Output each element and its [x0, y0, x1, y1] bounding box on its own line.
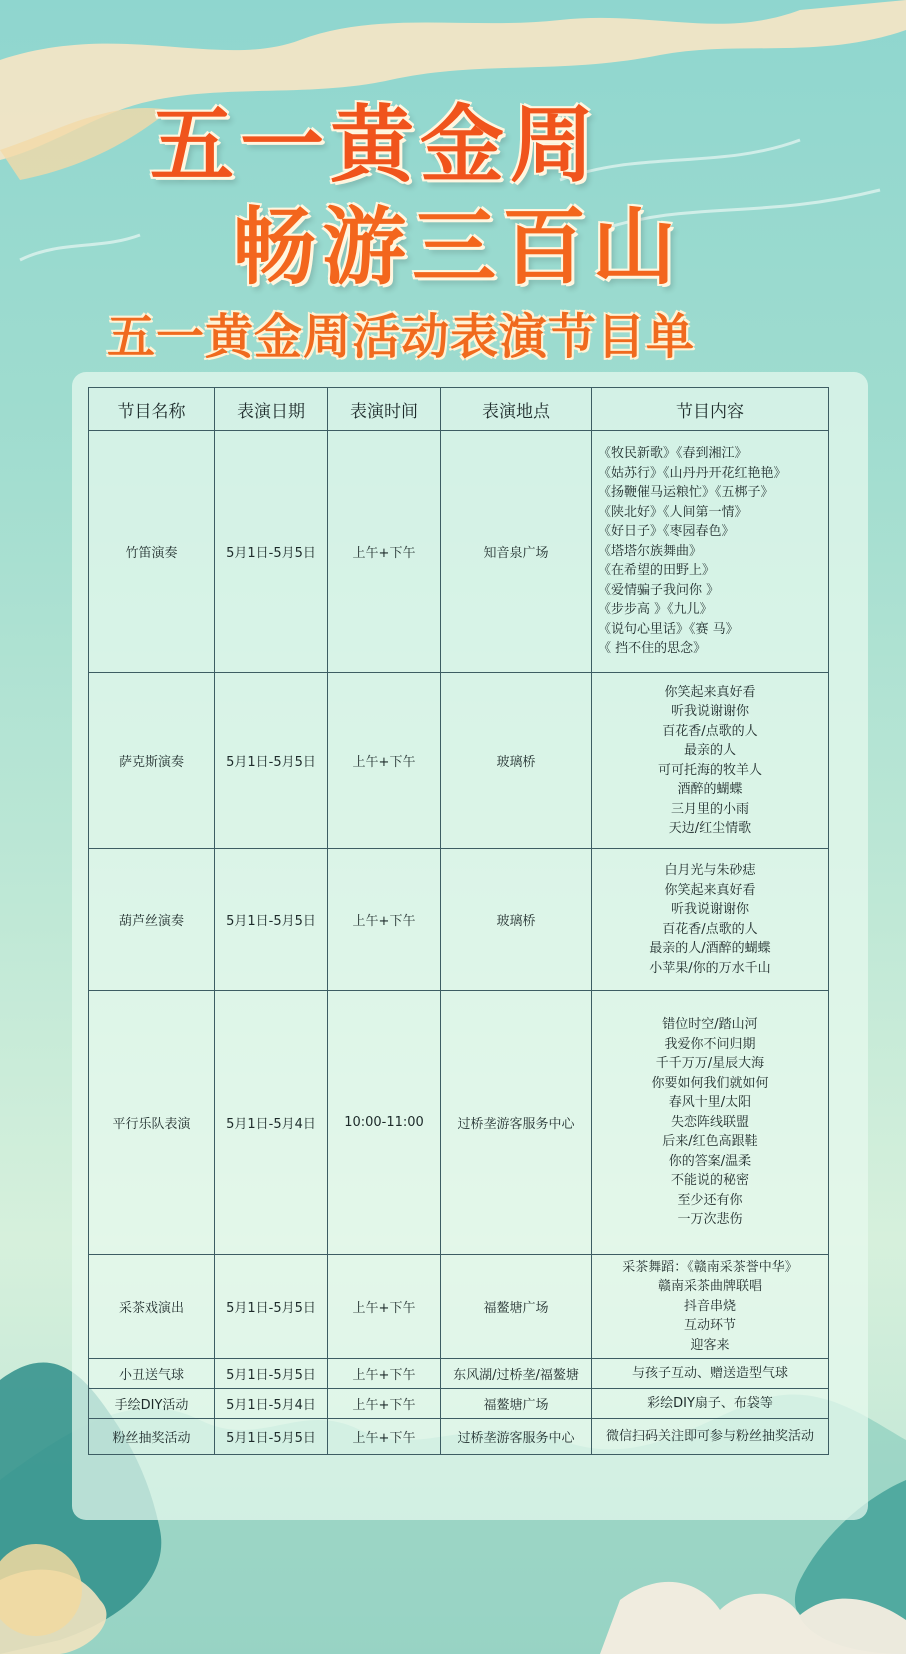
table-row	[89, 1419, 829, 1455]
program-item: 一万次悲伤	[677, 1212, 743, 1228]
program-item: 互动环节	[683, 1318, 736, 1334]
cell-name: 粉丝抽奖活动	[89, 1419, 215, 1455]
poster-title-line2: 畅游三百山	[232, 197, 683, 296]
cell-content	[592, 1389, 829, 1419]
header-date: 表演日期	[215, 388, 328, 431]
program-item: 百花香/点歌的人	[662, 723, 758, 739]
program-item: 采茶舞蹈：《赣南采茶誉中华》	[622, 1259, 798, 1275]
header-location: 表演地点	[441, 388, 592, 431]
cell-location: 福鳌塘广场	[441, 1389, 592, 1419]
cell-name: 葫芦丝演奏	[89, 849, 215, 991]
cell-content	[592, 431, 829, 673]
program-item: 至少还有你	[677, 1192, 743, 1208]
table-header-row	[89, 388, 829, 431]
cell-date: 5月1日-5月4日	[215, 1389, 328, 1419]
cell-name: 萨克斯演奏	[89, 673, 215, 849]
program-item: 天边/红尘情歌	[668, 821, 752, 836]
program-item: 听我说谢谢你	[670, 704, 749, 719]
program-item: 千千万万/星辰大海	[655, 1056, 765, 1072]
cell-location: 过桥垄游客服务中心	[441, 1419, 592, 1455]
cell-time: 10:00-11:00	[328, 991, 441, 1255]
cell-location: 过桥垄游客服务中心	[441, 991, 592, 1255]
program-list	[594, 1427, 826, 1447]
cell-name: 平行乐队表演	[89, 991, 215, 1255]
cell-name: 小丑送气球	[89, 1359, 215, 1389]
cell-content	[592, 991, 829, 1255]
cell-date: 5月1日-5月5日	[215, 1255, 328, 1359]
program-item: 《爱情骗子我问你 》	[598, 582, 720, 598]
poster-subtitle: 五一黄金周活动表演节目单	[107, 309, 696, 365]
cell-date: 5月1日-5月5日	[215, 849, 328, 991]
cell-time: 上午+下午	[328, 1419, 441, 1455]
program-item: 最亲的人	[683, 743, 736, 758]
program-item: 《在希望的田野上》	[598, 563, 716, 579]
cell-time: 上午+下午	[328, 673, 441, 849]
cell-date: 5月1日-5月5日	[215, 1419, 328, 1455]
program-item: 小苹果/你的万水千山	[649, 960, 771, 976]
program-item: 三月里的小雨	[670, 801, 749, 817]
cell-content	[592, 1359, 829, 1389]
program-item: 彩绘DIY扇子、布袋等	[647, 1395, 773, 1411]
program-item: 你的答案/温柔	[668, 1153, 752, 1169]
cell-time: 上午+下午	[328, 1359, 441, 1389]
program-list	[594, 1258, 826, 1356]
program-item: 可可托海的牧羊人	[657, 762, 762, 778]
program-item: 后来/红色高跟鞋	[662, 1134, 758, 1150]
cell-content	[592, 1255, 829, 1359]
program-item: 百花香/点歌的人	[662, 921, 758, 937]
program-item: 《步步高 》《九儿》	[598, 602, 713, 618]
program-item: 与孩子互动、赠送造型气球	[631, 1365, 788, 1381]
program-item: 赣南采茶曲牌联唱	[657, 1279, 762, 1295]
program-list	[594, 861, 826, 978]
program-list	[594, 1394, 826, 1414]
program-item: 听我说谢谢你	[670, 902, 749, 917]
program-item: 《塔塔尔族舞曲》	[598, 543, 703, 559]
table-row	[89, 1389, 829, 1419]
header-program-name: 节目名称	[89, 388, 215, 431]
program-item: 失恋阵线联盟	[670, 1114, 749, 1130]
program-list	[594, 683, 826, 839]
program-item: 《 挡不住的思念》	[598, 641, 707, 657]
program-item: 《说句心里话》《赛 马》	[598, 621, 739, 637]
header-time: 表演时间	[328, 388, 441, 431]
cell-location: 玻璃桥	[441, 673, 592, 849]
program-item: 迎客来	[690, 1337, 730, 1353]
cell-location: 知音泉广场	[441, 431, 592, 673]
cell-content	[592, 673, 829, 849]
cell-date: 5月1日-5月4日	[215, 991, 328, 1255]
cell-date: 5月1日-5月5日	[215, 673, 328, 849]
program-item: 《扬鞭催马运粮忙》《五梆子》	[598, 485, 774, 501]
table-row	[89, 1359, 829, 1389]
cell-name: 采茶戏演出	[89, 1255, 215, 1359]
poster-title-line1: 五一黄金周	[150, 95, 601, 194]
program-item: 错位时空/踏山河	[662, 1017, 758, 1033]
table-row	[89, 1255, 829, 1359]
program-item: 酒醉的蝴蝶	[677, 782, 743, 797]
program-item: 春风十里/太阳	[668, 1095, 752, 1111]
cell-content	[592, 1419, 829, 1455]
program-item: 抖音串烧	[683, 1298, 736, 1314]
program-item: 你笑起来真好看	[664, 882, 756, 898]
program-item: 最亲的人/酒醉的蝴蝶	[649, 941, 771, 956]
program-item: 《陕北好》《人间第一情》	[598, 504, 748, 520]
cell-location: 东风湖/过桥垄/福鳌塘	[441, 1359, 592, 1389]
poster-header	[0, 0, 906, 370]
cell-location: 玻璃桥	[441, 849, 592, 991]
table-row	[89, 431, 829, 673]
program-item: 你笑起来真好看	[664, 684, 756, 700]
program-item: 不能说的秘密	[670, 1173, 749, 1189]
cell-name: 竹笛演奏	[89, 431, 215, 673]
program-list	[594, 1015, 826, 1230]
cell-time: 上午+下午	[328, 849, 441, 991]
cell-name: 手绘DIY活动	[89, 1389, 215, 1419]
table-row	[89, 673, 829, 849]
program-list	[594, 1364, 826, 1384]
program-item: 微信扫码关注即可参与粉丝抽奖活动	[605, 1428, 814, 1444]
cell-content	[592, 849, 829, 991]
cell-time: 上午+下午	[328, 1255, 441, 1359]
program-item: 《姑苏行》《山丹丹开花红艳艳》	[598, 465, 787, 481]
program-table	[88, 387, 829, 1455]
program-item: 你要如何我们就如何	[651, 1075, 769, 1091]
program-list	[594, 444, 826, 659]
cell-time: 上午+下午	[328, 1389, 441, 1419]
header-content: 节目内容	[592, 388, 829, 431]
program-item: 白月光与朱砂痣	[664, 863, 756, 878]
program-item: 《好日子》《枣园春色》	[598, 524, 735, 540]
cell-time: 上午+下午	[328, 431, 441, 673]
table-row	[89, 991, 829, 1255]
cell-location: 福鳌塘广场	[441, 1255, 592, 1359]
program-item: 《牧民新歌》《春到湘江》	[598, 446, 748, 462]
cell-date: 5月1日-5月5日	[215, 431, 328, 673]
program-item: 我爱你不问归期	[664, 1036, 756, 1052]
cell-date: 5月1日-5月5日	[215, 1359, 328, 1389]
table-row	[89, 849, 829, 991]
